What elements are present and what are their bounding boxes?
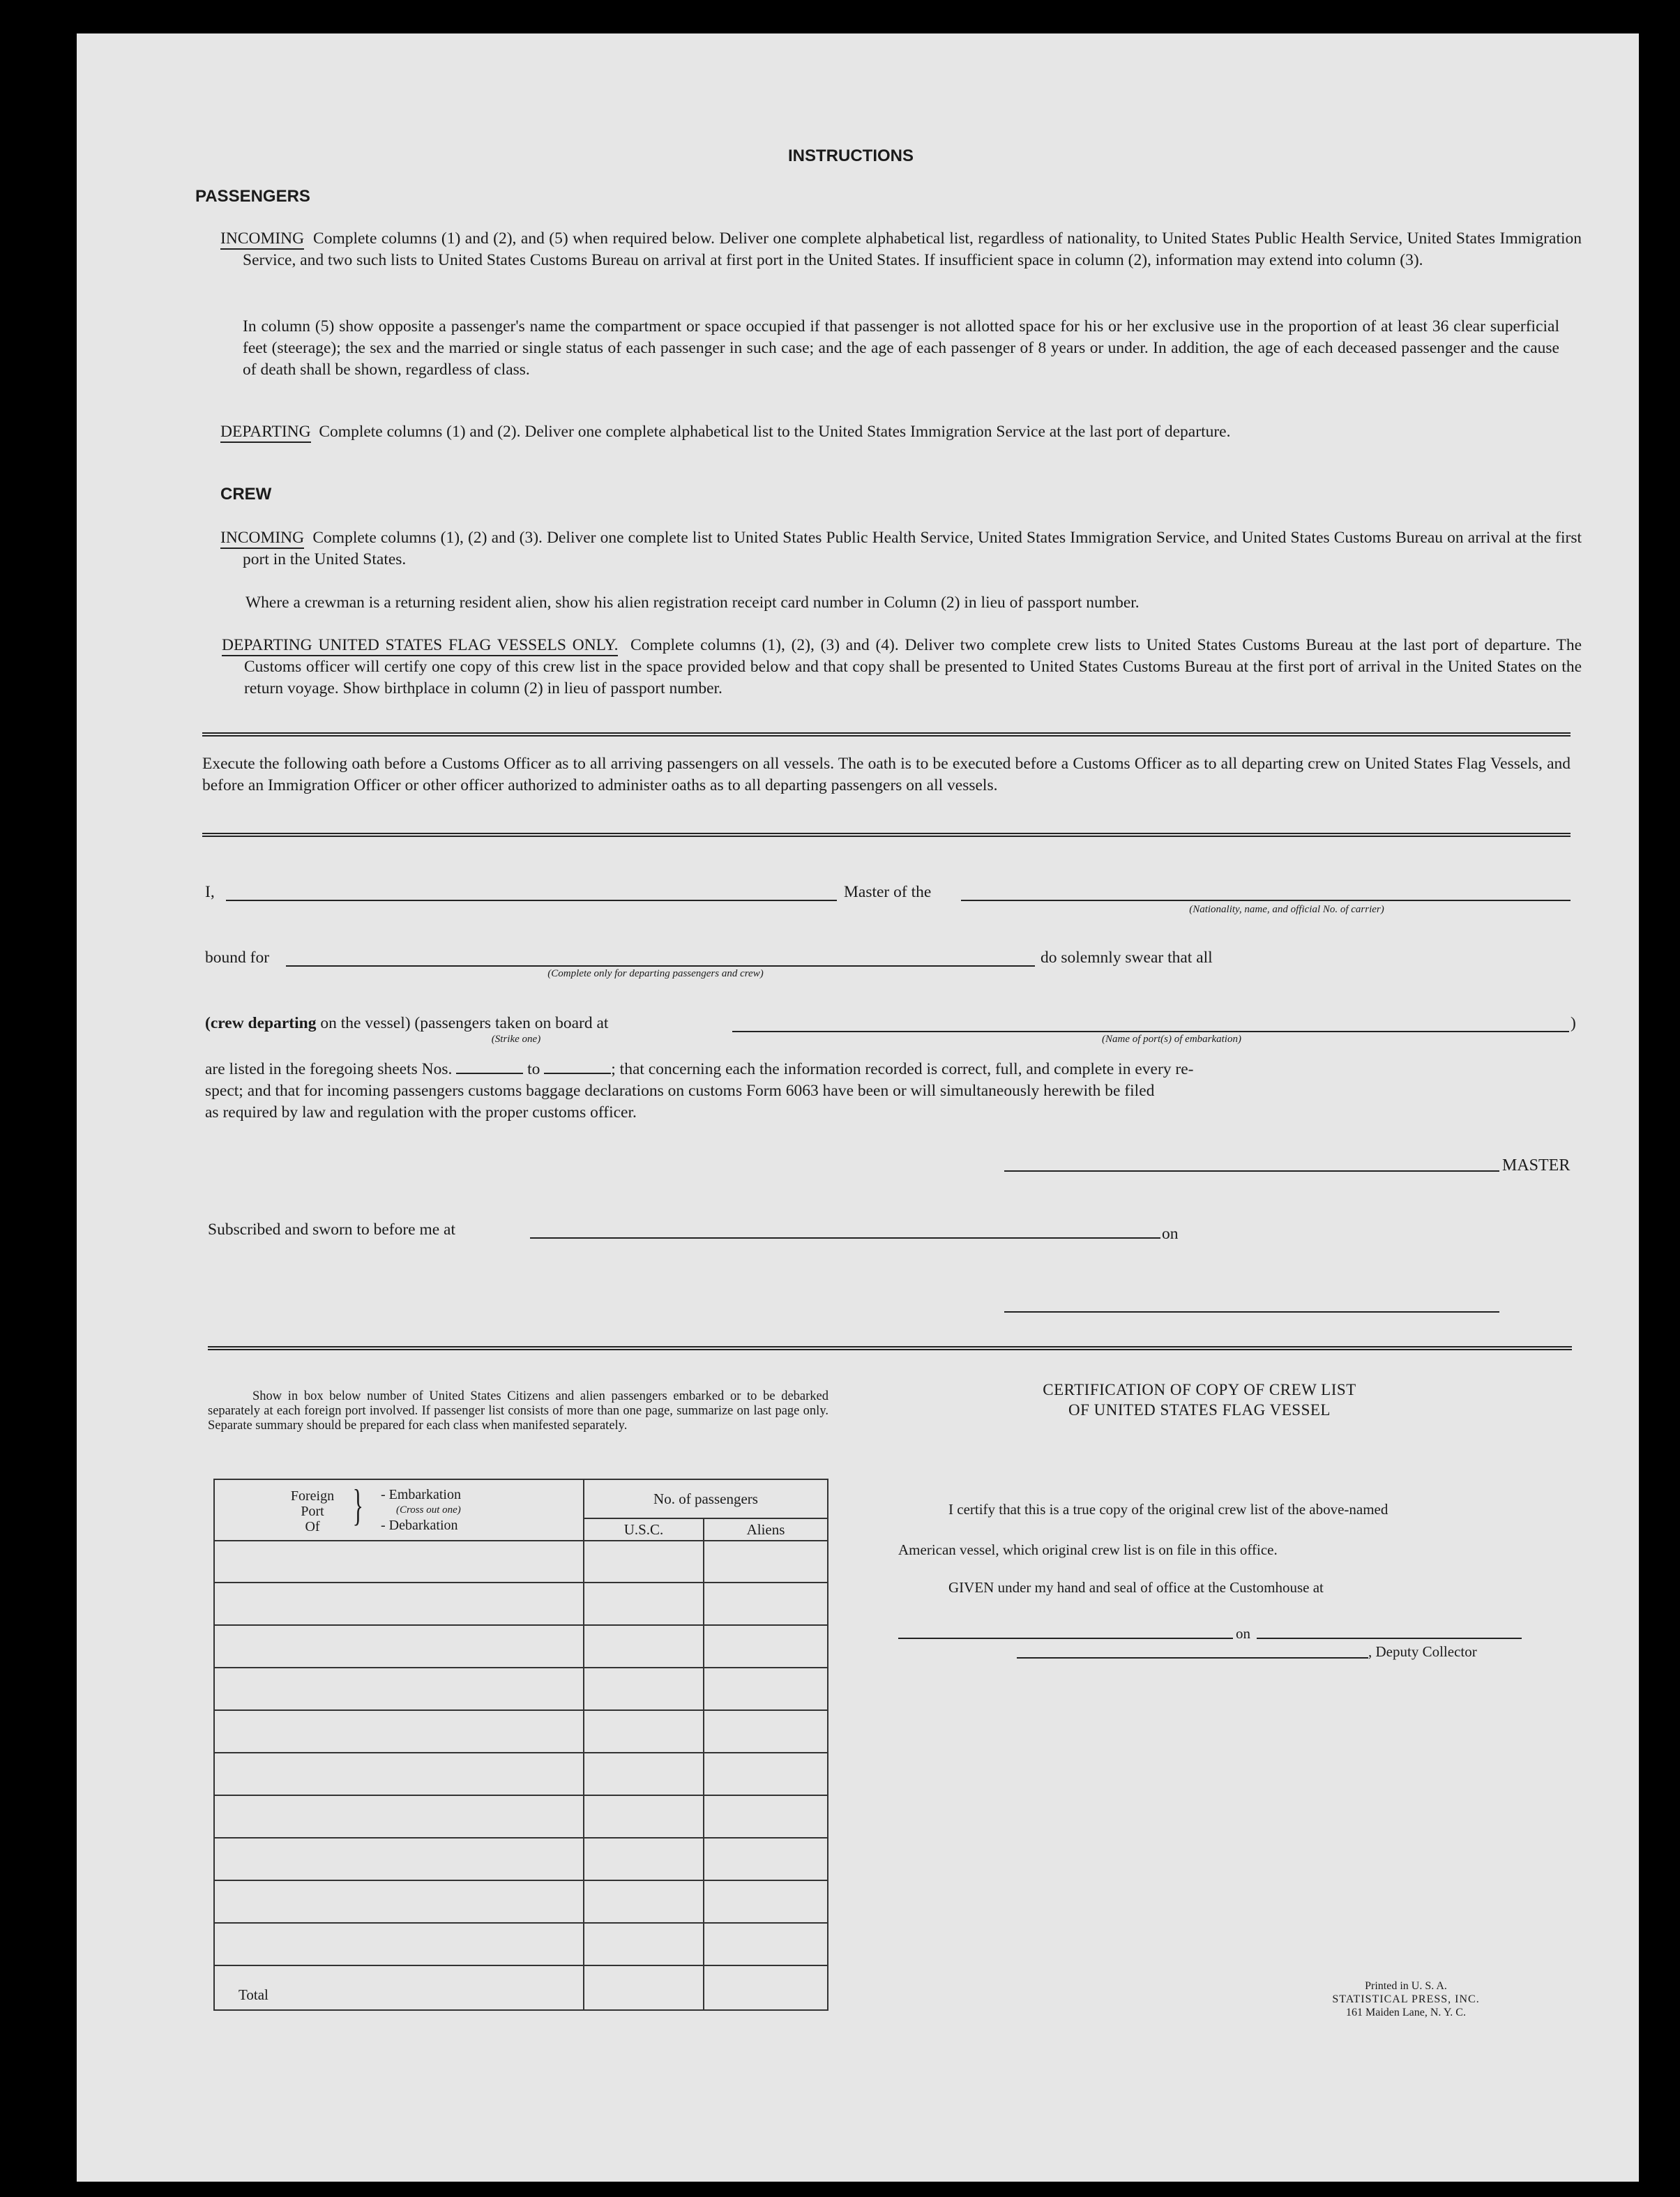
listed-text-a: are listed in the foregoing sheets Nos. — [205, 1060, 453, 1078]
deputy-collector-signature-field[interactable] — [1017, 1657, 1368, 1659]
close-paren: ) — [1571, 1014, 1576, 1032]
aliens-cell[interactable] — [704, 1583, 828, 1625]
usc-cell[interactable] — [584, 1838, 704, 1880]
crew-incoming-paragraph — [220, 527, 1582, 571]
departing-label: DEPARTING — [220, 423, 311, 443]
divider — [202, 833, 1571, 837]
port-cell[interactable] — [214, 1838, 584, 1880]
aliens-cell[interactable] — [704, 1625, 828, 1668]
master-name-field[interactable] — [226, 900, 837, 901]
aliens-header: Aliens — [704, 1518, 828, 1541]
strike-one-caption: (Strike one) — [491, 1034, 541, 1045]
aliens-cell[interactable] — [704, 1710, 828, 1753]
certification-title — [969, 1380, 1430, 1420]
usc-cell[interactable] — [584, 1923, 704, 1965]
certification-title-line2: OF UNITED STATES FLAG VESSEL — [1068, 1401, 1331, 1419]
passenger-summary-table — [213, 1479, 828, 2011]
crew-incoming-text: Complete columns (1), (2) and (3). Deliver one complete list to United States Public Health Service, United States Immigration Service, and United States Customs Bureau on arrival at the first port in the United States. — [243, 529, 1582, 568]
name-of-ports-caption: (Name of port(s) of embarkation) — [1102, 1034, 1241, 1045]
port-cell[interactable] — [214, 1795, 584, 1838]
port-label: Port — [301, 1504, 324, 1519]
debarkation-label: - Debarkation — [381, 1518, 458, 1533]
printer-line2: STATISTICAL PRESS, INC. — [1332, 1993, 1480, 2005]
sheet-to-field[interactable] — [544, 1073, 611, 1074]
crew-departing-label — [205, 1013, 608, 1034]
printer-imprint — [1273, 1979, 1538, 2019]
certification-date-field[interactable] — [1257, 1638, 1522, 1639]
passengers-incoming-paragraph — [220, 228, 1582, 271]
port-cell[interactable] — [214, 1753, 584, 1795]
flag-vessels-text: Complete columns (1), (2), (3) and (4). Deliver two complete crew lists to United States Customs Bureau at the last port of departure. The Customs officer will certify one copy of this crew list in the space provided below and that copy shall be presented to United States Customs Bureau at the first port of arrival in the United States on the return voyage. Show birthplace in column (2) in lieu of passport number. — [244, 636, 1582, 697]
form-page — [77, 33, 1639, 2182]
incoming-label: INCOMING — [220, 229, 304, 250]
usc-cell[interactable] — [584, 1625, 704, 1668]
aliens-total-cell[interactable] — [704, 1965, 828, 2010]
usc-cell[interactable] — [584, 1541, 704, 1583]
bound-for-label: bound for — [205, 949, 270, 967]
usc-cell[interactable] — [584, 1668, 704, 1710]
port-cell[interactable] — [214, 1923, 584, 1965]
printer-line3: 161 Maiden Lane, N. Y. C. — [1346, 2007, 1466, 2018]
instructions-title: INSTRUCTIONS — [788, 146, 914, 165]
no-of-passengers-header: No. of passengers — [584, 1479, 828, 1518]
brace-icon: } — [352, 1480, 364, 1530]
sheet-from-field[interactable] — [456, 1073, 523, 1074]
listed-text-b: ; that concerning each the information recorded is correct, full, and complete in every re- — [611, 1060, 1194, 1078]
listed-line — [205, 1059, 1573, 1080]
law-line: as required by law and regulation with the proper customs officer. — [205, 1103, 637, 1122]
total-label: Total — [214, 1965, 584, 2010]
foreign-label: Foreign — [290, 1488, 335, 1504]
column5-paragraph: In column (5) show opposite a passenger's name the compartment or space occupied if that passenger is not allotted space for his or her exclusive use in the proportion of at least 36 clear superficial feet (steerage); the sex and the married or single status of each passenger in such case; and the age of each passenger of 8 years or under. In addition, the age of each deceased passenger and the cause of death shall be shown, regardless of class. — [243, 317, 1559, 379]
flag-vessels-paragraph — [222, 635, 1582, 700]
certification-title-line1: CERTIFICATION OF COPY OF CREW LIST — [1043, 1381, 1356, 1398]
aliens-cell[interactable] — [704, 1668, 828, 1710]
flag-vessels-label: DEPARTING UNITED STATES FLAG VESSELS ONLY. — [222, 636, 618, 656]
crewman-paragraph: Where a crewman is a returning resident alien, show his alien registration receipt card number in Column (2) in lieu of passport number. — [245, 594, 1140, 612]
cross-out-label: (Cross out one) — [396, 1504, 461, 1516]
of-label: Of — [305, 1519, 320, 1534]
master-signature-field[interactable] — [1004, 1170, 1499, 1172]
master-label: MASTER — [1502, 1156, 1571, 1175]
listed-to: to — [527, 1060, 540, 1078]
spect-line: spect; and that for incoming passengers customs baggage declarations on customs Form 6063 have been or will simultaneously herewith be filed — [205, 1082, 1155, 1100]
subscribed-label: Subscribed and sworn to before me at — [208, 1221, 456, 1239]
divider — [208, 1346, 1572, 1350]
usc-cell[interactable] — [584, 1710, 704, 1753]
usc-cell[interactable] — [584, 1880, 704, 1923]
port-cell[interactable] — [214, 1625, 584, 1668]
complete-only-caption: (Complete only for departing passengers and crew) — [547, 968, 764, 979]
port-cell[interactable] — [214, 1583, 584, 1625]
usc-header: U.S.C. — [584, 1518, 704, 1541]
on-the-vessel: on the vessel) (passengers taken on board at — [320, 1014, 609, 1032]
summary-instructions: Show in box below number of United States Citizens and alien passengers embarked or to be debarked separately at each foreign port involved. If passenger list consists of more than one page, summarize on last page only. Separate summary should be prepared for each class when manifested separately. — [208, 1389, 828, 1433]
embarkation-label: - Embarkation — [381, 1487, 461, 1502]
passengers-heading: PASSENGERS — [195, 187, 310, 206]
crew-incoming-label: INCOMING — [220, 529, 304, 549]
deputy-collector-label: , Deputy Collector — [1368, 1643, 1477, 1660]
aliens-cell[interactable] — [704, 1753, 828, 1795]
do-solemnly-label: do solemnly swear that all — [1040, 949, 1213, 967]
usc-total-cell[interactable] — [584, 1965, 704, 2010]
customhouse-field[interactable] — [898, 1638, 1233, 1639]
foreign-port-header — [214, 1479, 584, 1541]
port-cell[interactable] — [214, 1668, 584, 1710]
aliens-cell[interactable] — [704, 1795, 828, 1838]
crew-departing-bold: (crew departing — [205, 1014, 317, 1032]
port-cell[interactable] — [214, 1710, 584, 1753]
departing-text: Complete columns (1) and (2). Deliver one complete alphabetical list to the United States Immigration Service at the last port of departure. — [319, 423, 1231, 441]
subscribed-date-field[interactable] — [1004, 1311, 1499, 1313]
aliens-cell[interactable] — [704, 1923, 828, 1965]
carrier-field[interactable] — [961, 900, 1571, 901]
nationality-caption: (Nationality, name, and official No. of carrier) — [1189, 904, 1384, 915]
usc-cell[interactable] — [584, 1795, 704, 1838]
subscribed-place-field[interactable] — [530, 1237, 1160, 1239]
divider — [202, 732, 1571, 737]
subscribed-on: on — [1162, 1225, 1179, 1243]
given-text: GIVEN under my hand and seal of office at the Customhouse at — [948, 1579, 1324, 1596]
port-of-embarkation-field[interactable] — [732, 1031, 1569, 1032]
crew-heading: CREW — [220, 485, 272, 504]
printer-line1: Printed in U. S. A. — [1365, 1980, 1447, 1992]
certify-text: I certify that this is a true copy of the original crew list of the above-named — [948, 1501, 1388, 1518]
american-vessel-text: American vessel, which original crew list is on file in this office. — [898, 1541, 1278, 1558]
incoming-text: Complete columns (1) and (2), and (5) when required below. Deliver one complete alphabetical list, regardless of nationality, to United States Public Health Service, United States Immigration Service, and two such lists to United States Customs Bureau on arrival at first port in the United States. If insufficient space in column (2), information may extend into column (3). — [243, 229, 1582, 269]
port-cell[interactable] — [214, 1880, 584, 1923]
oath-intro: Execute the following oath before a Customs Officer as to all arriving passengers on all vessels. The oath is to be executed before a Customs Officer as to all departing crew on United States Flag Vessels, and before an Immigration Officer or other officer authorized to administer oaths as to all departing passengers on all vessels. — [202, 755, 1571, 794]
aliens-cell[interactable] — [704, 1880, 828, 1923]
passengers-departing-paragraph — [220, 421, 1582, 443]
aliens-cell[interactable] — [704, 1541, 828, 1583]
usc-cell[interactable] — [584, 1583, 704, 1625]
aliens-cell[interactable] — [704, 1838, 828, 1880]
oath-i: I, — [205, 883, 215, 901]
bound-for-field[interactable] — [286, 965, 1035, 967]
certification-on: on — [1236, 1625, 1250, 1642]
master-of-the-label: Master of the — [844, 883, 932, 901]
usc-cell[interactable] — [584, 1753, 704, 1795]
port-cell[interactable] — [214, 1541, 584, 1583]
